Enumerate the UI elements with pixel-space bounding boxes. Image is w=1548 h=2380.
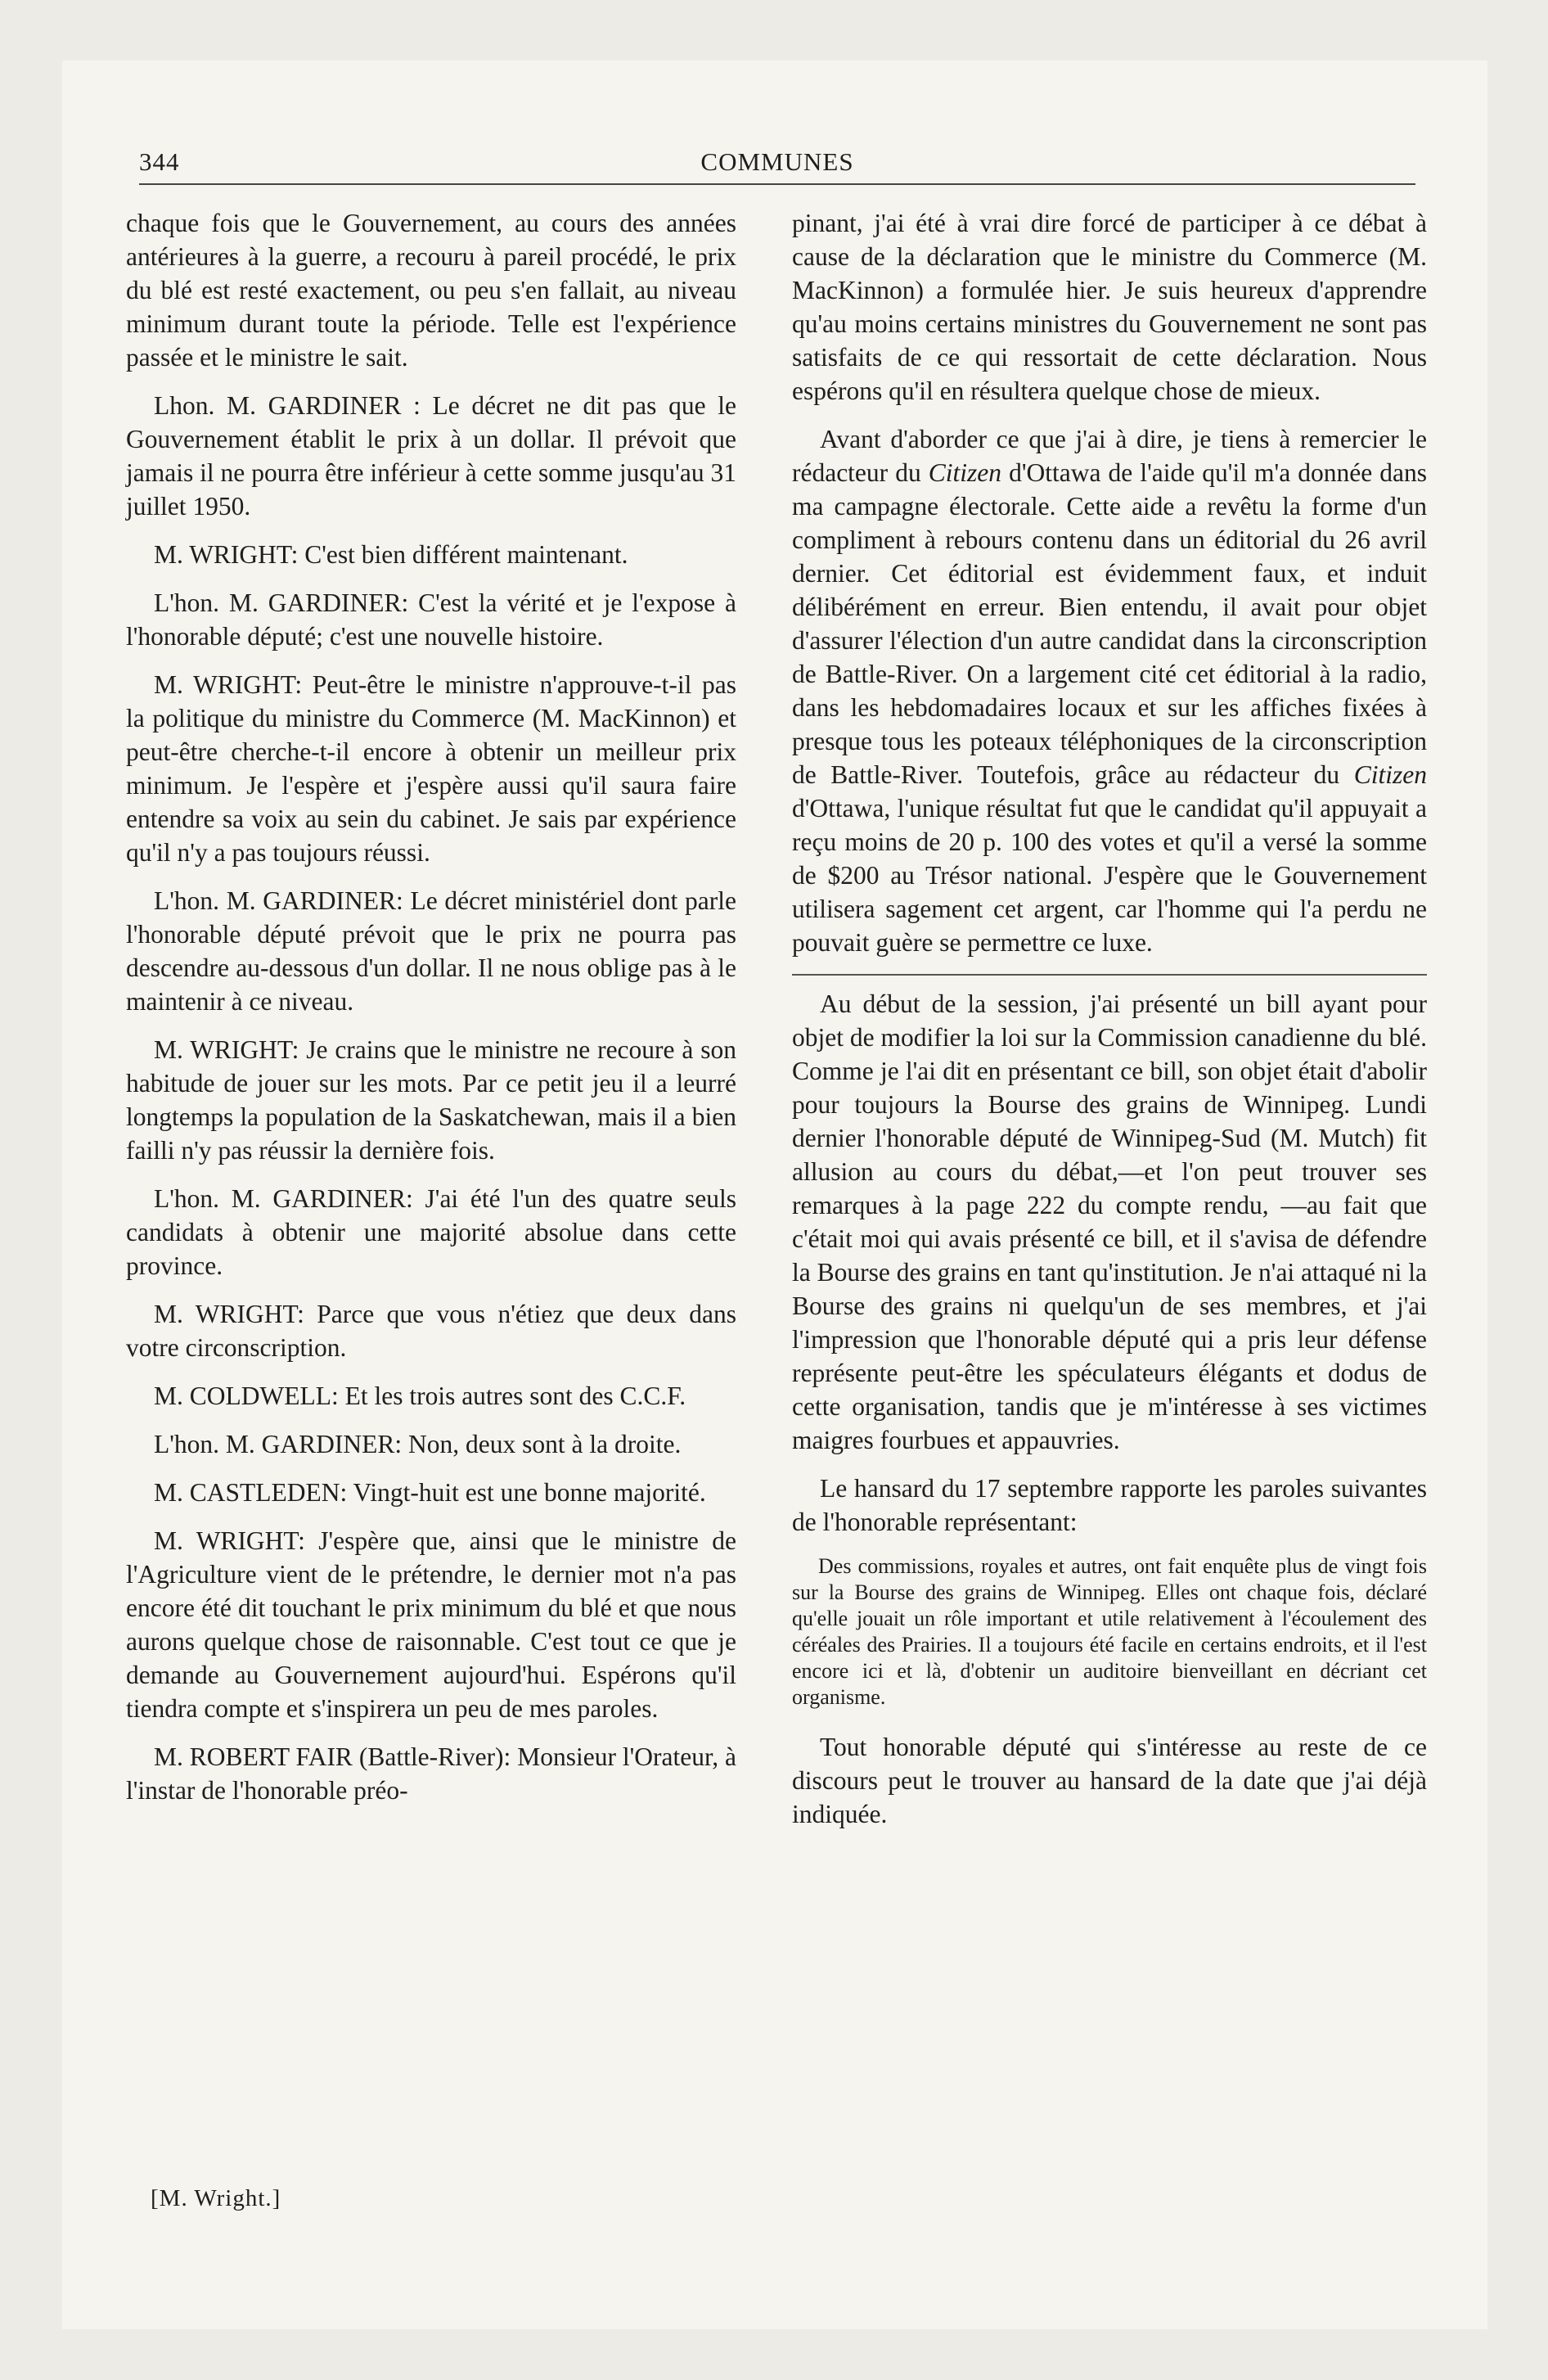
paragraph: L'hon. M. GARDINER: J'ai été l'un des quatre seuls candidats à obtenir une majorité absolue dans cette province. [126, 1184, 736, 1280]
paragraph: L'hon. M. GARDINER: C'est la vérité et je l'expose à l'honorable député; c'est une nouvelle histoire. [126, 588, 736, 651]
header-rule [139, 183, 1415, 185]
paragraph: M. ROBERT FAIR (Battle-River): Monsieur l'Orateur, à l'instar de l'honorable préo- [126, 1742, 736, 1805]
left-column [126, 206, 736, 1822]
paragraph: chaque fois que le Gouvernement, au cours des années antérieures à la guerre, a recouru à pareil procédé, le prix du blé est resté exactement, ou peu s'en fallait, au niveau minimum durant toute la période. Telle est l'expérience passée et le ministre le sait. [126, 209, 736, 372]
page-header [139, 137, 1415, 187]
page-number: 344 [139, 147, 180, 176]
paragraph: pinant, j'ai été à vrai dire forcé de participer à ce débat à cause de la déclaration que le ministre du Commerce (M. MacKinnon) a formulée hier. Je suis heureux d'apprendre qu'au moins certains ministres du Gouvernement ne sont pas satisfaits de ce qui ressortait de cette déclaration. Nous espérons qu'il en résultera quelque chose de mieux. [792, 209, 1427, 405]
paragraph: L'hon. M. GARDINER: Non, deux sont à la droite. [154, 1430, 682, 1458]
right-column [792, 206, 1427, 1846]
newspaper-title: Citizen [1353, 760, 1427, 789]
page-sheet [62, 61, 1487, 2329]
paragraph: L'hon. M. GARDINER: Le décret ministériel dont parle l'honorable député prévoit que le prix ne pourra pas descendre au-dessous d'un dollar. Il ne nous oblige pas à le maintenir à ce niveau. [126, 886, 736, 1016]
paragraph: M. WRIGHT: J'espère que, ainsi que le ministre de l'Agriculture vient de le prétendre, le dernier mot n'a pas encore été dit touchant le prix minimum du blé et que nous aurons quelque chose de raisonnable. C'est tout ce que je demande au Gouvernement aujourd'hui. Espérons qu'il tiendra compte et s'inspirera un peu de mes paroles. [126, 1526, 736, 1723]
paragraph: M. WRIGHT: C'est bien différent maintenant. [154, 540, 628, 569]
paragraph: M. COLDWELL: Et les trois autres sont des C.C.F. [154, 1382, 686, 1410]
paragraph: Le hansard du 17 septembre rapporte les paroles suivantes de l'honorable représentant: [792, 1474, 1427, 1536]
paragraph: M. WRIGHT: Peut-être le ministre n'approuve-t-il pas la politique du ministre du Commerce (M. MacKinnon) et peut-être cherche-t-il encore à obtenir un meilleur prix minimum. Je l'espère et j'espère aussi qu'il saura faire entendre sa voix au sein du cabinet. Je sais par expérience qu'il n'y a pas toujours réussi. [126, 670, 736, 867]
section-rule [792, 974, 1427, 976]
paragraph-text: d'Ottawa de l'aide qu'il m'a donnée dans ma campagne électorale. Cette aide a revêtu la forme d'un compliment à rebours contenu dans un éditorial du 26 avril dernier. Cet éditorial est évidemment faux, et induit délibérément en erreur. Bien entendu, il avait pour objet d'assurer l'élection d'un autre candidat dans la circonscription de Battle-River. On a largement cité cet éditorial à la radio, dans les hebdomadaires locaux et sur les affiches fixées à presque tous les poteaux téléphoniques de la circonscription de Battle-River. Toutefois, grâce au rédacteur du [792, 458, 1427, 789]
paragraph [792, 422, 1427, 959]
paragraph: M. WRIGHT: Je crains que le ministre ne recoure à son habitude de jouer sur les mots. Par ce petit jeu il a leurré longtemps la population de la Saskatchewan, mais il a bien failli n'y pas réussir la dernière fois. [126, 1035, 736, 1165]
newspaper-title: Citizen [928, 458, 1002, 487]
paragraph: Tout honorable député qui s'intéresse au reste de ce discours peut le trouver au hansard de la date que j'ai déjà indiquée. [792, 1733, 1427, 1828]
running-title: COMMUNES [700, 147, 854, 176]
speaker-footnote: [M. Wright.] [151, 2185, 281, 2211]
block-quote: Des commissions, royales et autres, ont fait enquête plus de vingt fois sur la Bourse des grains de Winnipeg. Elles ont chaque fois, déclaré qu'elle jouait un rôle important et utile relativement à l'écoulement des céréales des Prairies. Il a toujours été facile en certains endroits, et il l'est encore ici et là, d'obtenir un auditoire bienveillant en décriant cet organisme. [792, 1554, 1427, 1709]
paragraph: Au début de la session, j'ai présenté un bill ayant pour objet de modifier la loi sur la Commission canadienne du blé. Comme je l'ai dit en présentant ce bill, son objet était d'abolir pour toujours la Bourse des grains de Winnipeg. Lundi dernier l'honorable député de Winnipeg-Sud (M. Mutch) fit allusion au cours du débat,—et l'on peut trouver ses remarques à la page 222 du compte rendu, —au fait que c'était moi qui avais présenté ce bill, et il s'avisa de défendre la Bourse des grains en tant qu'institution. Je n'ai attaqué ni la Bourse des grains ni quelqu'un de ses membres, et j'ai l'impression que l'honorable député qui a pris leur défense représente peut-être les spéculateurs élégants et dodus de cette organisation, tandis que je m'intéresse à ses victimes maigres fourbues et appauvries. [792, 989, 1427, 1454]
paragraph: Lhon. M. GARDINER : Le décret ne dit pas que le Gouvernement établit le prix à un dollar. Il prévoit que jamais il ne pourra être inférieur à cette somme jusqu'au 31 juillet 1950. [126, 391, 736, 521]
paragraph: M. WRIGHT: Parce que vous n'étiez que deux dans votre circonscription. [126, 1300, 736, 1362]
paragraph: M. CASTLEDEN: Vingt-huit est une bonne majorité. [154, 1478, 706, 1507]
paragraph-text: Avant d'aborder ce que j'ai à dire, je tiens à remercier le rédacteur du [792, 425, 1427, 487]
paragraph-text: d'Ottawa, l'unique résultat fut que le candidat qu'il appuyait a reçu moins de 20 p. 100 des votes et qu'il a versé la somme de $200 au Trésor national. J'espère que le Gouvernement utilisera sagement cet argent, car l'homme qui l'a perdu ne pouvait guère se permettre ce luxe. [792, 794, 1427, 957]
